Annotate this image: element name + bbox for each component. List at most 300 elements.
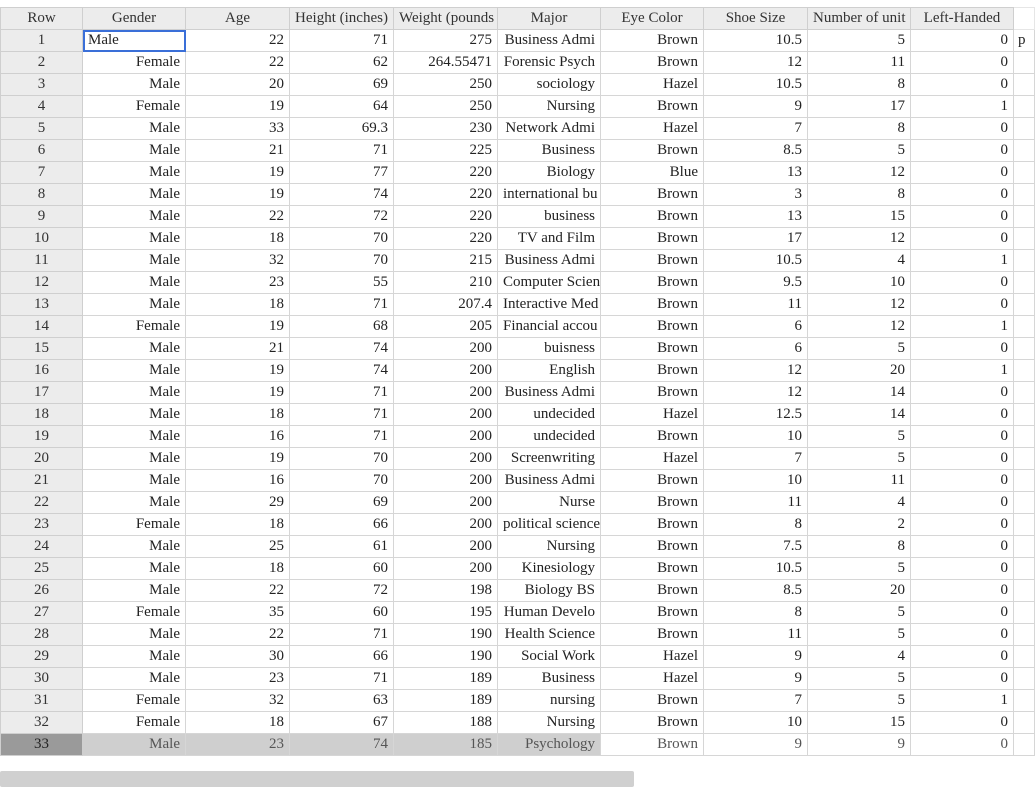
cell-left-handed[interactable]: 0 [911, 162, 1014, 184]
row-number[interactable]: 2 [1, 52, 83, 74]
cell-age[interactable]: 18 [186, 514, 290, 536]
cell-number-of-units[interactable]: 4 [808, 492, 911, 514]
cell-major[interactable]: undecided [498, 426, 601, 448]
row-number[interactable]: 3 [1, 74, 83, 96]
row-number[interactable]: 26 [1, 580, 83, 602]
cell-gender[interactable]: Male [83, 646, 186, 668]
cell-height[interactable]: 71 [290, 426, 394, 448]
cell-number-of-units[interactable]: 5 [808, 558, 911, 580]
cell-left-handed[interactable]: 0 [911, 624, 1014, 646]
cell-gender[interactable]: Male [83, 118, 186, 140]
cell-shoe-size[interactable]: 17 [704, 228, 808, 250]
cell-major[interactable]: Nurse [498, 492, 601, 514]
row-number[interactable]: 31 [1, 690, 83, 712]
row-number[interactable]: 6 [1, 140, 83, 162]
row-number[interactable]: 18 [1, 404, 83, 426]
row-number[interactable]: 19 [1, 426, 83, 448]
cell-weight[interactable]: 188 [394, 712, 498, 734]
cell-height[interactable]: 74 [290, 338, 394, 360]
cell-extra[interactable] [1014, 316, 1035, 338]
cell-left-handed[interactable]: 0 [911, 184, 1014, 206]
cell-gender[interactable]: Female [83, 712, 186, 734]
cell-gender[interactable]: Male [83, 668, 186, 690]
cell-height[interactable]: 71 [290, 404, 394, 426]
cell-weight[interactable]: 200 [394, 360, 498, 382]
cell-major[interactable]: Health Science [498, 624, 601, 646]
row-number[interactable]: 22 [1, 492, 83, 514]
cell-eye-color[interactable]: Brown [601, 52, 704, 74]
cell-weight[interactable]: 220 [394, 228, 498, 250]
cell-number-of-units[interactable]: 15 [808, 206, 911, 228]
cell-extra[interactable] [1014, 404, 1035, 426]
cell-age[interactable]: 19 [186, 448, 290, 470]
cell-age[interactable]: 19 [186, 184, 290, 206]
cell-weight[interactable]: 185 [394, 734, 498, 756]
cell-number-of-units[interactable]: 8 [808, 118, 911, 140]
row-number[interactable]: 17 [1, 382, 83, 404]
cell-gender[interactable]: Female [83, 602, 186, 624]
cell-gender[interactable]: Male [83, 140, 186, 162]
cell-eye-color[interactable]: Hazel [601, 448, 704, 470]
cell-gender[interactable]: Male [83, 74, 186, 96]
row-number[interactable]: 4 [1, 96, 83, 118]
cell-age[interactable]: 32 [186, 690, 290, 712]
row-number[interactable]: 33 [1, 734, 83, 756]
cell-gender[interactable]: Male [83, 250, 186, 272]
row-number[interactable]: 9 [1, 206, 83, 228]
cell-major[interactable]: political science [498, 514, 601, 536]
row-number[interactable]: 1 [1, 30, 83, 52]
cell-height[interactable]: 69.3 [290, 118, 394, 140]
cell-left-handed[interactable]: 0 [911, 448, 1014, 470]
row-number[interactable]: 25 [1, 558, 83, 580]
cell-extra[interactable] [1014, 690, 1035, 712]
cell-major[interactable]: Business Admi [498, 382, 601, 404]
cell-extra[interactable] [1014, 360, 1035, 382]
cell-extra[interactable] [1014, 624, 1035, 646]
row-number[interactable]: 15 [1, 338, 83, 360]
cell-shoe-size[interactable]: 12 [704, 382, 808, 404]
cell-weight[interactable]: 264.55471 [394, 52, 498, 74]
cell-gender[interactable]: Male [83, 30, 186, 52]
cell-major[interactable]: Business [498, 140, 601, 162]
cell-height[interactable]: 72 [290, 580, 394, 602]
column-header-left-handed[interactable]: Left-Handed [911, 8, 1014, 30]
cell-major[interactable]: international bu [498, 184, 601, 206]
cell-shoe-size[interactable]: 9 [704, 646, 808, 668]
cell-number-of-units[interactable]: 20 [808, 360, 911, 382]
cell-weight[interactable]: 205 [394, 316, 498, 338]
row-number[interactable]: 13 [1, 294, 83, 316]
cell-gender[interactable]: Female [83, 52, 186, 74]
cell-height[interactable]: 69 [290, 74, 394, 96]
cell-extra[interactable] [1014, 514, 1035, 536]
cell-major[interactable]: Business Admi [498, 30, 601, 52]
cell-age[interactable]: 21 [186, 140, 290, 162]
column-header-weight[interactable]: Weight (pounds [394, 8, 498, 30]
cell-left-handed[interactable]: 1 [911, 250, 1014, 272]
cell-age[interactable]: 23 [186, 668, 290, 690]
cell-major[interactable]: buisness [498, 338, 601, 360]
cell-major[interactable]: Screenwriting [498, 448, 601, 470]
cell-eye-color[interactable]: Hazel [601, 668, 704, 690]
cell-number-of-units[interactable]: 12 [808, 316, 911, 338]
cell-left-handed[interactable]: 0 [911, 734, 1014, 756]
cell-eye-color[interactable]: Brown [601, 602, 704, 624]
row-number[interactable]: 29 [1, 646, 83, 668]
cell-left-handed[interactable]: 0 [911, 404, 1014, 426]
cell-extra[interactable] [1014, 74, 1035, 96]
row-number[interactable]: 20 [1, 448, 83, 470]
cell-major[interactable]: Human Develo [498, 602, 601, 624]
row-number[interactable]: 10 [1, 228, 83, 250]
cell-age[interactable]: 25 [186, 536, 290, 558]
cell-eye-color[interactable]: Brown [601, 712, 704, 734]
cell-height[interactable]: 67 [290, 712, 394, 734]
row-number[interactable]: 5 [1, 118, 83, 140]
cell-gender[interactable]: Male [83, 558, 186, 580]
cell-gender[interactable]: Male [83, 536, 186, 558]
cell-age[interactable]: 18 [186, 712, 290, 734]
column-header-height[interactable]: Height (inches) [290, 8, 394, 30]
cell-age[interactable]: 29 [186, 492, 290, 514]
cell-height[interactable]: 60 [290, 602, 394, 624]
cell-gender[interactable]: Female [83, 316, 186, 338]
cell-extra[interactable] [1014, 668, 1035, 690]
cell-gender[interactable]: Female [83, 690, 186, 712]
cell-weight[interactable]: 215 [394, 250, 498, 272]
cell-height[interactable]: 66 [290, 514, 394, 536]
cell-number-of-units[interactable]: 8 [808, 536, 911, 558]
cell-shoe-size[interactable]: 13 [704, 206, 808, 228]
cell-gender[interactable]: Female [83, 514, 186, 536]
cell-left-handed[interactable]: 0 [911, 118, 1014, 140]
cell-extra[interactable] [1014, 228, 1035, 250]
cell-height[interactable]: 55 [290, 272, 394, 294]
cell-major[interactable]: Nursing [498, 536, 601, 558]
cell-extra[interactable] [1014, 646, 1035, 668]
cell-eye-color[interactable]: Brown [601, 184, 704, 206]
cell-number-of-units[interactable]: 5 [808, 624, 911, 646]
cell-weight[interactable]: 200 [394, 470, 498, 492]
row-number[interactable]: 7 [1, 162, 83, 184]
cell-major[interactable]: Network Admi [498, 118, 601, 140]
cell-number-of-units[interactable]: 12 [808, 294, 911, 316]
cell-left-handed[interactable]: 0 [911, 272, 1014, 294]
cell-height[interactable]: 72 [290, 206, 394, 228]
cell-number-of-units[interactable]: 5 [808, 426, 911, 448]
cell-weight[interactable]: 275 [394, 30, 498, 52]
cell-eye-color[interactable]: Brown [601, 624, 704, 646]
cell-shoe-size[interactable]: 12 [704, 360, 808, 382]
cell-number-of-units[interactable]: 4 [808, 250, 911, 272]
cell-weight[interactable]: 200 [394, 338, 498, 360]
cell-left-handed[interactable]: 0 [911, 536, 1014, 558]
cell-age[interactable]: 19 [186, 162, 290, 184]
cell-eye-color[interactable]: Brown [601, 272, 704, 294]
cell-age[interactable]: 22 [186, 206, 290, 228]
cell-major[interactable]: business [498, 206, 601, 228]
cell-number-of-units[interactable]: 12 [808, 228, 911, 250]
cell-eye-color[interactable]: Brown [601, 426, 704, 448]
cell-weight[interactable]: 189 [394, 690, 498, 712]
cell-eye-color[interactable]: Brown [601, 580, 704, 602]
cell-eye-color[interactable]: Brown [601, 228, 704, 250]
cell-weight[interactable]: 220 [394, 206, 498, 228]
cell-height[interactable]: 77 [290, 162, 394, 184]
cell-shoe-size[interactable]: 8.5 [704, 140, 808, 162]
cell-extra[interactable] [1014, 382, 1035, 404]
cell-weight[interactable]: 190 [394, 646, 498, 668]
cell-shoe-size[interactable]: 10.5 [704, 250, 808, 272]
column-header-gender[interactable]: Gender [83, 8, 186, 30]
cell-number-of-units[interactable]: 5 [808, 448, 911, 470]
cell-age[interactable]: 19 [186, 96, 290, 118]
cell-gender[interactable]: Male [83, 580, 186, 602]
cell-weight[interactable]: 195 [394, 602, 498, 624]
cell-shoe-size[interactable]: 9 [704, 734, 808, 756]
cell-shoe-size[interactable]: 11 [704, 294, 808, 316]
cell-shoe-size[interactable]: 10 [704, 470, 808, 492]
cell-shoe-size[interactable]: 8.5 [704, 580, 808, 602]
cell-height[interactable]: 71 [290, 382, 394, 404]
cell-extra[interactable] [1014, 250, 1035, 272]
cell-weight[interactable]: 225 [394, 140, 498, 162]
cell-shoe-size[interactable]: 10.5 [704, 74, 808, 96]
cell-shoe-size[interactable]: 7.5 [704, 536, 808, 558]
cell-shoe-size[interactable]: 8 [704, 514, 808, 536]
cell-major[interactable]: Psychology [498, 734, 601, 756]
cell-left-handed[interactable]: 1 [911, 316, 1014, 338]
cell-eye-color[interactable]: Brown [601, 206, 704, 228]
cell-left-handed[interactable]: 0 [911, 470, 1014, 492]
cell-shoe-size[interactable]: 9 [704, 96, 808, 118]
cell-age[interactable]: 23 [186, 734, 290, 756]
cell-number-of-units[interactable]: 8 [808, 74, 911, 96]
cell-eye-color[interactable]: Hazel [601, 646, 704, 668]
cell-eye-color[interactable]: Brown [601, 492, 704, 514]
cell-extra[interactable] [1014, 448, 1035, 470]
cell-height[interactable]: 63 [290, 690, 394, 712]
cell-extra[interactable] [1014, 118, 1035, 140]
cell-gender[interactable]: Male [83, 734, 186, 756]
cell-weight[interactable]: 220 [394, 184, 498, 206]
cell-weight[interactable]: 207.4 [394, 294, 498, 316]
cell-gender[interactable]: Male [83, 360, 186, 382]
cell-eye-color[interactable]: Brown [601, 558, 704, 580]
cell-left-handed[interactable]: 0 [911, 514, 1014, 536]
cell-major[interactable]: Financial accou [498, 316, 601, 338]
horizontal-scrollbar[interactable] [0, 771, 634, 787]
cell-major[interactable]: Interactive Med [498, 294, 601, 316]
cell-shoe-size[interactable]: 11 [704, 624, 808, 646]
cell-age[interactable]: 19 [186, 382, 290, 404]
row-number[interactable]: 12 [1, 272, 83, 294]
cell-left-handed[interactable]: 0 [911, 294, 1014, 316]
column-header-eye-color[interactable]: Eye Color [601, 8, 704, 30]
cell-left-handed[interactable]: 0 [911, 206, 1014, 228]
cell-shoe-size[interactable]: 6 [704, 316, 808, 338]
cell-number-of-units[interactable]: 4 [808, 646, 911, 668]
cell-number-of-units[interactable]: 5 [808, 690, 911, 712]
cell-gender[interactable]: Male [83, 382, 186, 404]
cell-major[interactable]: Social Work [498, 646, 601, 668]
cell-age[interactable]: 21 [186, 338, 290, 360]
cell-eye-color[interactable]: Brown [601, 536, 704, 558]
cell-height[interactable]: 74 [290, 360, 394, 382]
cell-eye-color[interactable]: Brown [601, 30, 704, 52]
cell-shoe-size[interactable]: 11 [704, 492, 808, 514]
cell-height[interactable]: 71 [290, 668, 394, 690]
cell-major[interactable]: Business Admi [498, 250, 601, 272]
cell-height[interactable]: 68 [290, 316, 394, 338]
cell-shoe-size[interactable]: 9.5 [704, 272, 808, 294]
cell-weight[interactable]: 230 [394, 118, 498, 140]
cell-weight[interactable]: 200 [394, 426, 498, 448]
cell-number-of-units[interactable]: 5 [808, 140, 911, 162]
cell-height[interactable]: 70 [290, 228, 394, 250]
cell-height[interactable]: 71 [290, 624, 394, 646]
cell-gender[interactable]: Male [83, 184, 186, 206]
cell-gender[interactable]: Male [83, 624, 186, 646]
cell-weight[interactable]: 250 [394, 74, 498, 96]
cell-age[interactable]: 35 [186, 602, 290, 624]
cell-number-of-units[interactable]: 15 [808, 712, 911, 734]
cell-major[interactable]: Nursing [498, 96, 601, 118]
column-header-extra[interactable] [1014, 8, 1035, 30]
cell-eye-color[interactable]: Brown [601, 382, 704, 404]
cell-left-handed[interactable]: 0 [911, 30, 1014, 52]
cell-height[interactable]: 70 [290, 470, 394, 492]
cell-eye-color[interactable]: Brown [601, 338, 704, 360]
cell-number-of-units[interactable]: 10 [808, 272, 911, 294]
cell-shoe-size[interactable]: 10.5 [704, 30, 808, 52]
cell-number-of-units[interactable]: 2 [808, 514, 911, 536]
cell-eye-color[interactable]: Brown [601, 316, 704, 338]
cell-age[interactable]: 22 [186, 30, 290, 52]
cell-eye-color[interactable]: Brown [601, 294, 704, 316]
row-number[interactable]: 14 [1, 316, 83, 338]
cell-height[interactable]: 74 [290, 184, 394, 206]
cell-gender[interactable]: Male [83, 228, 186, 250]
column-header-number-of-units[interactable]: Number of unit [808, 8, 911, 30]
cell-weight[interactable]: 250 [394, 96, 498, 118]
cell-left-handed[interactable]: 0 [911, 712, 1014, 734]
cell-age[interactable]: 23 [186, 272, 290, 294]
cell-extra[interactable] [1014, 162, 1035, 184]
cell-shoe-size[interactable]: 6 [704, 338, 808, 360]
cell-extra[interactable] [1014, 426, 1035, 448]
cell-eye-color[interactable]: Brown [601, 514, 704, 536]
cell-left-handed[interactable]: 1 [911, 690, 1014, 712]
cell-weight[interactable]: 210 [394, 272, 498, 294]
cell-number-of-units[interactable]: 5 [808, 668, 911, 690]
cell-weight[interactable]: 190 [394, 624, 498, 646]
cell-shoe-size[interactable]: 12 [704, 52, 808, 74]
cell-left-handed[interactable]: 0 [911, 140, 1014, 162]
cell-age[interactable]: 19 [186, 316, 290, 338]
cell-gender[interactable]: Male [83, 404, 186, 426]
cell-extra[interactable] [1014, 206, 1035, 228]
cell-eye-color[interactable]: Brown [601, 690, 704, 712]
cell-extra[interactable]: p [1014, 30, 1035, 52]
cell-number-of-units[interactable]: 9 [808, 734, 911, 756]
cell-eye-color[interactable]: Hazel [601, 74, 704, 96]
cell-left-handed[interactable]: 0 [911, 338, 1014, 360]
cell-gender[interactable]: Male [83, 426, 186, 448]
cell-left-handed[interactable]: 0 [911, 74, 1014, 96]
row-number[interactable]: 32 [1, 712, 83, 734]
cell-extra[interactable] [1014, 492, 1035, 514]
cell-major[interactable]: Biology BS [498, 580, 601, 602]
cell-age[interactable]: 20 [186, 74, 290, 96]
cell-left-handed[interactable]: 0 [911, 492, 1014, 514]
cell-extra[interactable] [1014, 140, 1035, 162]
cell-number-of-units[interactable]: 5 [808, 30, 911, 52]
cell-eye-color[interactable]: Hazel [601, 404, 704, 426]
cell-number-of-units[interactable]: 20 [808, 580, 911, 602]
cell-eye-color[interactable]: Brown [601, 140, 704, 162]
cell-major[interactable]: Forensic Psych [498, 52, 601, 74]
column-header-age[interactable]: Age [186, 8, 290, 30]
cell-gender[interactable]: Male [83, 272, 186, 294]
cell-left-handed[interactable]: 0 [911, 602, 1014, 624]
cell-left-handed[interactable]: 0 [911, 426, 1014, 448]
cell-extra[interactable] [1014, 712, 1035, 734]
row-number[interactable]: 8 [1, 184, 83, 206]
cell-major[interactable]: undecided [498, 404, 601, 426]
cell-extra[interactable] [1014, 96, 1035, 118]
cell-gender[interactable]: Male [83, 448, 186, 470]
cell-extra[interactable] [1014, 734, 1035, 756]
cell-extra[interactable] [1014, 470, 1035, 492]
cell-age[interactable]: 19 [186, 360, 290, 382]
cell-age[interactable]: 30 [186, 646, 290, 668]
cell-shoe-size[interactable]: 3 [704, 184, 808, 206]
cell-gender[interactable]: Male [83, 338, 186, 360]
cell-major[interactable]: Nursing [498, 712, 601, 734]
cell-height[interactable]: 69 [290, 492, 394, 514]
cell-gender[interactable]: Male [83, 492, 186, 514]
cell-height[interactable]: 60 [290, 558, 394, 580]
cell-extra[interactable] [1014, 580, 1035, 602]
row-number[interactable]: 27 [1, 602, 83, 624]
cell-height[interactable]: 70 [290, 250, 394, 272]
cell-major[interactable]: TV and Film [498, 228, 601, 250]
cell-gender[interactable]: Male [83, 294, 186, 316]
cell-eye-color[interactable]: Brown [601, 734, 704, 756]
cell-extra[interactable] [1014, 294, 1035, 316]
cell-major[interactable]: Business Admi [498, 470, 601, 492]
cell-shoe-size[interactable]: 12.5 [704, 404, 808, 426]
cell-major[interactable]: nursing [498, 690, 601, 712]
row-number[interactable]: 24 [1, 536, 83, 558]
row-number[interactable]: 28 [1, 624, 83, 646]
cell-number-of-units[interactable]: 12 [808, 162, 911, 184]
cell-height[interactable]: 66 [290, 646, 394, 668]
cell-number-of-units[interactable]: 8 [808, 184, 911, 206]
cell-height[interactable]: 70 [290, 448, 394, 470]
cell-weight[interactable]: 200 [394, 448, 498, 470]
cell-left-handed[interactable]: 0 [911, 382, 1014, 404]
cell-eye-color[interactable]: Blue [601, 162, 704, 184]
cell-extra[interactable] [1014, 184, 1035, 206]
cell-weight[interactable]: 200 [394, 536, 498, 558]
cell-shoe-size[interactable]: 7 [704, 690, 808, 712]
cell-left-handed[interactable]: 0 [911, 646, 1014, 668]
cell-left-handed[interactable]: 0 [911, 580, 1014, 602]
cell-shoe-size[interactable]: 8 [704, 602, 808, 624]
